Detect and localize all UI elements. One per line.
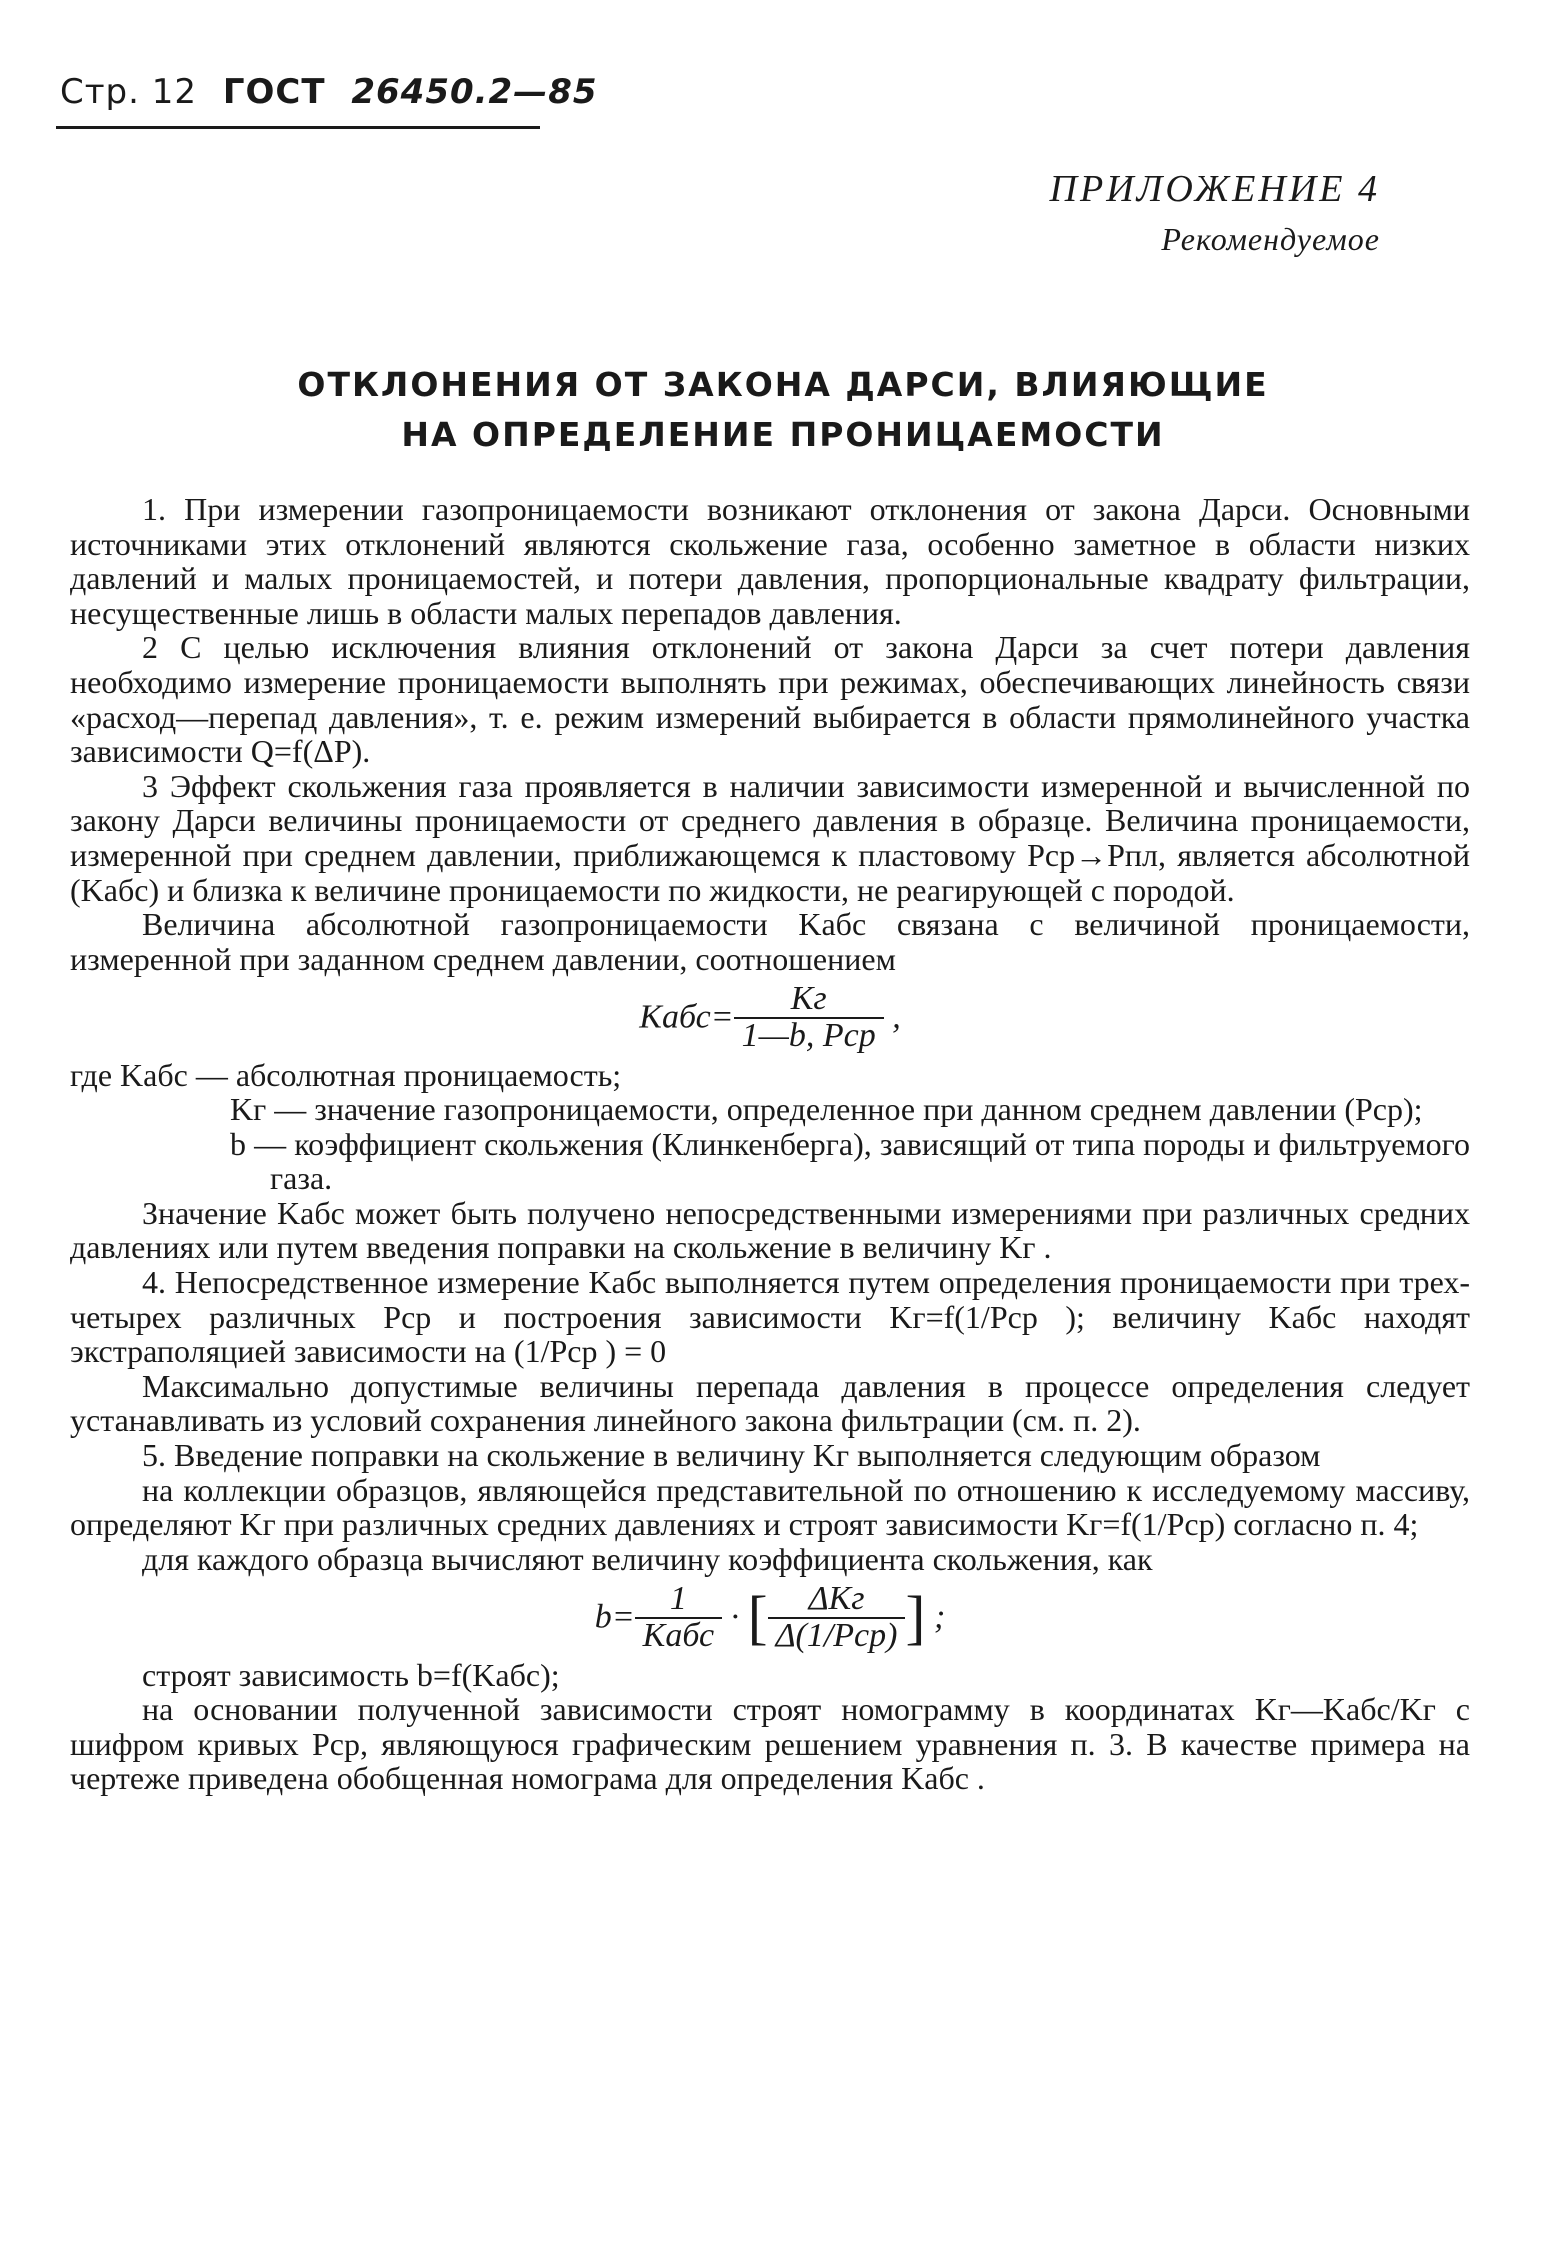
paragraph-4: Величина абсолютной газопроницаемости Kабс связана с величиной проницаемости, измеренной при заданном среднем давлении, соотношением [70, 906, 1470, 977]
section-title [0, 360, 1566, 460]
formula-b-inner-denominator: Δ(1/Pср) [775, 1617, 898, 1654]
standard-code: ГОСТ [222, 72, 326, 112]
formula-fraction [734, 982, 884, 1053]
right-bracket: ] [905, 1584, 926, 1651]
formula-b-tail: ; [933, 1598, 946, 1636]
formula-b-lhs: b= [594, 1598, 635, 1636]
where-line-1: где Kабс — абсолютная проницаемость; [70, 1056, 622, 1093]
paragraph-3: 3 Эффект скольжения газа проявляется в наличии зависимости измеренной и вычисленной по закону Дарси величины проницаемости от среднего давления в образце. Величина проницаемости, измеренной при среднем давлении, приближающемся к пластовому Pср→Pпл, является абсолютной (Kабс) и близка к величине проницаемости по жидкости, не реагирующей с породой. [70, 767, 1470, 908]
appendix-label: ПРИЛОЖЕНИЕ 4 [1049, 168, 1380, 210]
appendix-block [1050, 164, 1380, 264]
appendix-status: Рекомендуемое [1161, 221, 1380, 257]
paragraph-5: Значение Kабс может быть получено непосредственными измерениями при различных средних давлениях или путем введения поправки на скольжение в величину Kг . [70, 1194, 1470, 1266]
title-line-1: ОТКЛОНЕНИЯ ОТ ЗАКОНА ДАРСИ, ВЛИЯЮЩИЕ [297, 365, 1269, 404]
page-number: Стр. 12 [60, 72, 198, 112]
formula-b [70, 1582, 1470, 1653]
formula-b-fraction [635, 1582, 722, 1653]
standard-number: 26450.2—85 [351, 72, 598, 112]
formula-lhs: Kабс= [639, 998, 734, 1036]
formula-kabs [70, 982, 1470, 1053]
formula-b-inner-numerator: ΔKг [768, 1582, 906, 1619]
formula-b-dot: · [730, 1598, 740, 1636]
formula-denominator: 1—b, Pср [741, 1016, 876, 1054]
formula-numerator: Kг [734, 982, 884, 1019]
title-line-2: НА ОПРЕДЕЛЕНИЕ ПРОНИЦАЕМОСТИ [401, 415, 1165, 454]
formula-b-denominator: Kабс [642, 1617, 715, 1654]
left-bracket: [ [747, 1584, 768, 1651]
paragraph-8: 5. Введение поправки на скольжение в величину Kг выполняется следующим образом [142, 1437, 1321, 1474]
where-line-2: Kг — значение газопроницаемости, определенное при данном среднем давлении (Pср); [230, 1091, 1423, 1128]
paragraph-9: на коллекции образцов, являющейся представительной по отношению к исследуемому массиву, определяют Kг при различных средних давлениях и строят зависимости Kг=f(1/Pср) согласно п. 4; [70, 1471, 1470, 1543]
header-rule [56, 126, 540, 129]
paragraph-11: строят зависимость b=f(Kабс); [142, 1656, 560, 1693]
paragraph-2: 2 С целью исключения влияния отклонений от закона Дарси за счет потери давления необходимо измерение проницаемости выполнять при режимах, обеспечивающих линейность связи «расход—перепад давления», т. е. режим измерений выбирается в области прямолинейного участка зависимости Q=f(ΔP). [70, 629, 1470, 770]
paragraph-1: 1. При измерении газопроницаемости возникают отклонения от закона Дарси. Основными источниками этих отклонений являются скольжение газа, особенно заметное в области низких давлений и малых проницаемостей, и потери давления, пропорциональные квадрату фильтрации, несущественные лишь в области малых перепадов давления. [70, 491, 1470, 631]
paragraph-12: на основании полученной зависимости строят номограмму в координатах Kг—Kабс/Kг с шифром кривых Pср, являющуюся графическим решением уравнения п. 3. В качестве примера на чертеже приведена обобщенная номограма для определения Kабс . [70, 1691, 1470, 1797]
formula-b-inner-fraction [768, 1582, 906, 1653]
formula-tail: , [892, 998, 901, 1036]
where-line-3: b — коэффициент скольжения (Клинкенберга), зависящий от типа породы и фильтруемого газа. [230, 1125, 1470, 1197]
formula-b-numerator: 1 [635, 1582, 722, 1619]
document-body [70, 492, 1470, 1796]
paragraph-7: Максимально допустимые величины перепада давления в процессе определения следует устанавливать из условий сохранения линейного закона фильтрации (см. п. 2). [70, 1367, 1470, 1439]
paragraph-6: 4. Непосредственное измерение Kабс выполняется путем определения проницаемости при трех-четырех различных Pср и построения зависимости Kг=f(1/Pср ); величину Kабс находят экстраполяцией зависимости на (1/Pср ) = 0 [70, 1264, 1470, 1370]
paragraph-10: для каждого образца вычисляют величину коэффициента скольжения, как [142, 1540, 1153, 1577]
page-header [60, 72, 598, 112]
